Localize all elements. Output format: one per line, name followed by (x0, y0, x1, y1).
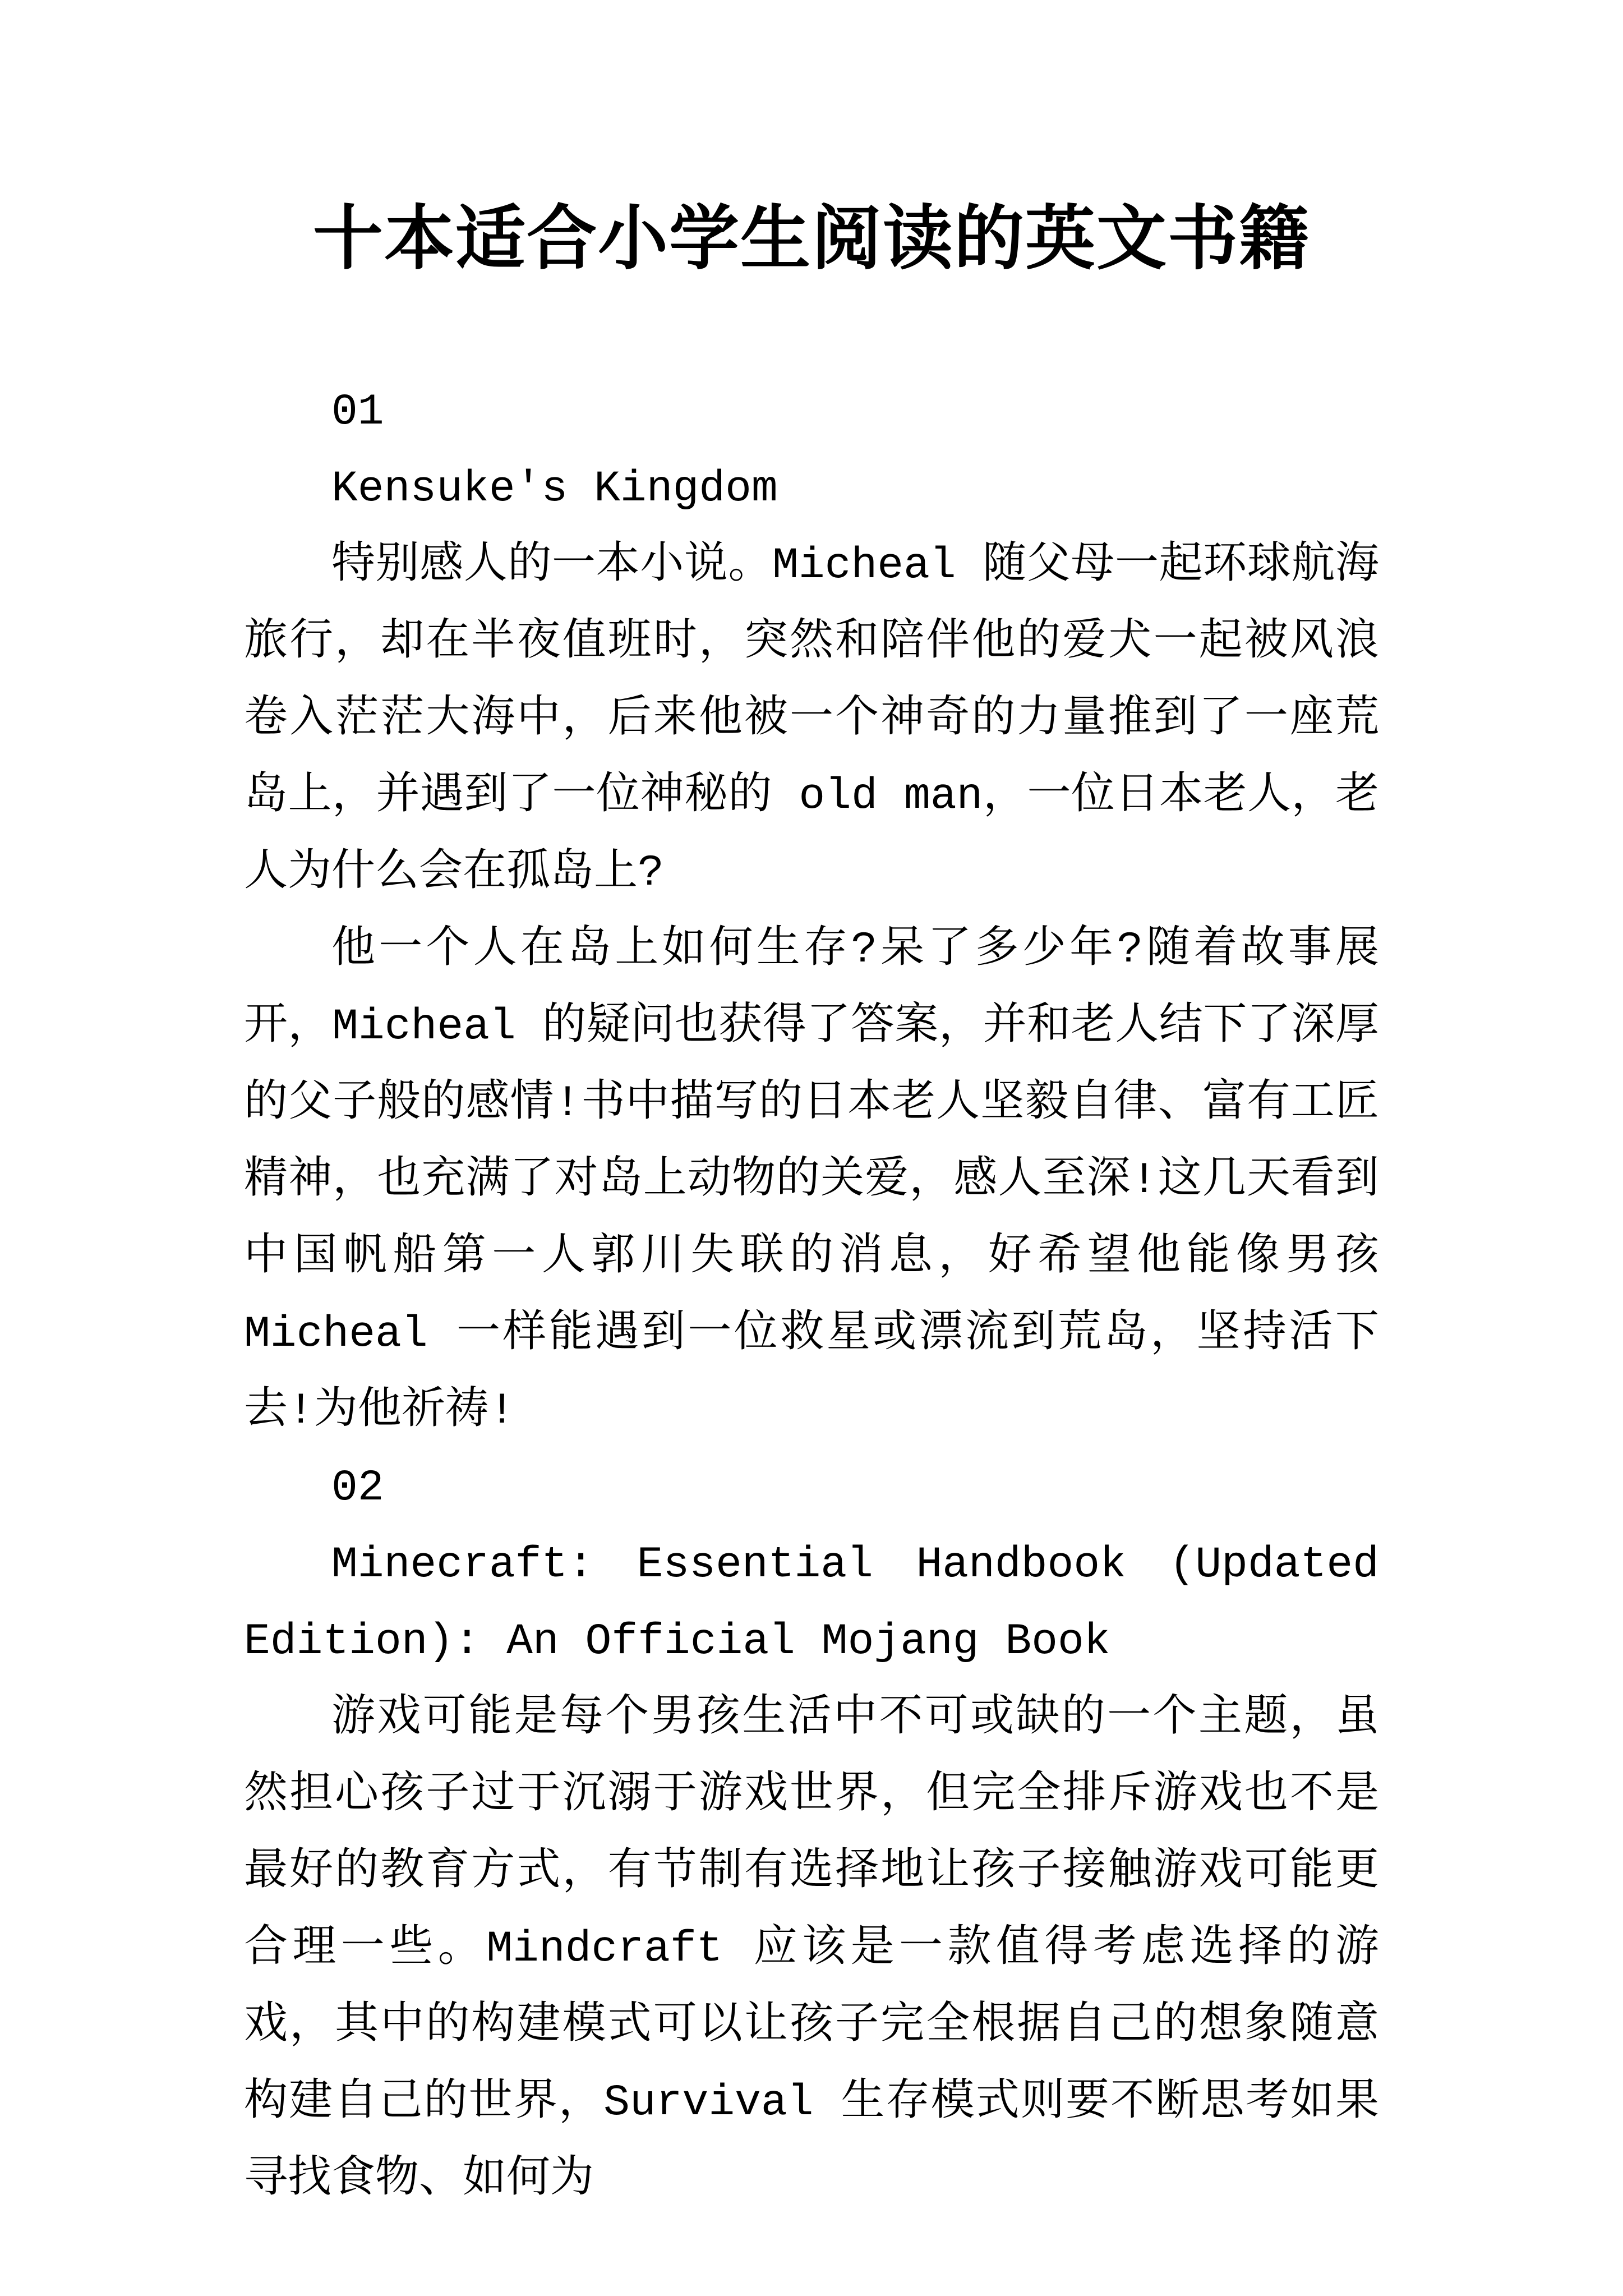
paragraph: 游戏可能是每个男孩生活中不可或缺的一个主题，虽然担心孩子过于沉溺于游戏世界，但完全排斥游戏也不是最好的教育方式，有节制有选择地让孩子接触游戏可能更合理一些。Mindcraft 应该是一款值得考虑选择的游戏，其中的构建模式可以让孩子完全根据自己的想象随意构建自己的世界，Survival 生存模式则要不断思考如果寻找食物、如何为 (244, 1694, 1379, 2205)
paragraph: 他一个人在岛上如何生存?呆了多少年?随着故事展开，Micheal 的疑问也获得了答案，并和老人结下了深厚的父子般的感情!书中描写的日本老人坚毅自律、富有工匠精神，也充满了对岛上动物的关爱，感人至深!这几天看到中国帆船第一人郭川失联的消息，好希望他能像男孩 Micheal 一样能遇到一位救星或漂流到荒岛，坚持活下去!为他祈祷! (244, 926, 1379, 1436)
book-title: Kensuke's Kingdom (331, 464, 778, 514)
document-content (244, 0, 1379, 2219)
section-02 (244, 1450, 1379, 2219)
book-title: Minecraft: Essential Handbook (Updated Edition): An Official Mojang Book (244, 1540, 1379, 1667)
paragraph: 特别感人的一本小说。Micheal 随父母一起环球航海旅行，却在半夜值班时，突然和陪伴他的爱犬一起被风浪卷入茫茫大海中，后来他被一个神奇的力量推到了一座荒岛上，并遇到了一位神秘的 old man，一位日本老人，老人为什么会在孤岛上? (244, 541, 1379, 898)
section-01 (244, 374, 1379, 1450)
document-body (244, 374, 1379, 2219)
section-number: 02 (331, 1464, 384, 1513)
document-title: 十本适合小学生阅读的英文书籍 (313, 201, 1310, 278)
section-number: 01 (331, 388, 384, 437)
